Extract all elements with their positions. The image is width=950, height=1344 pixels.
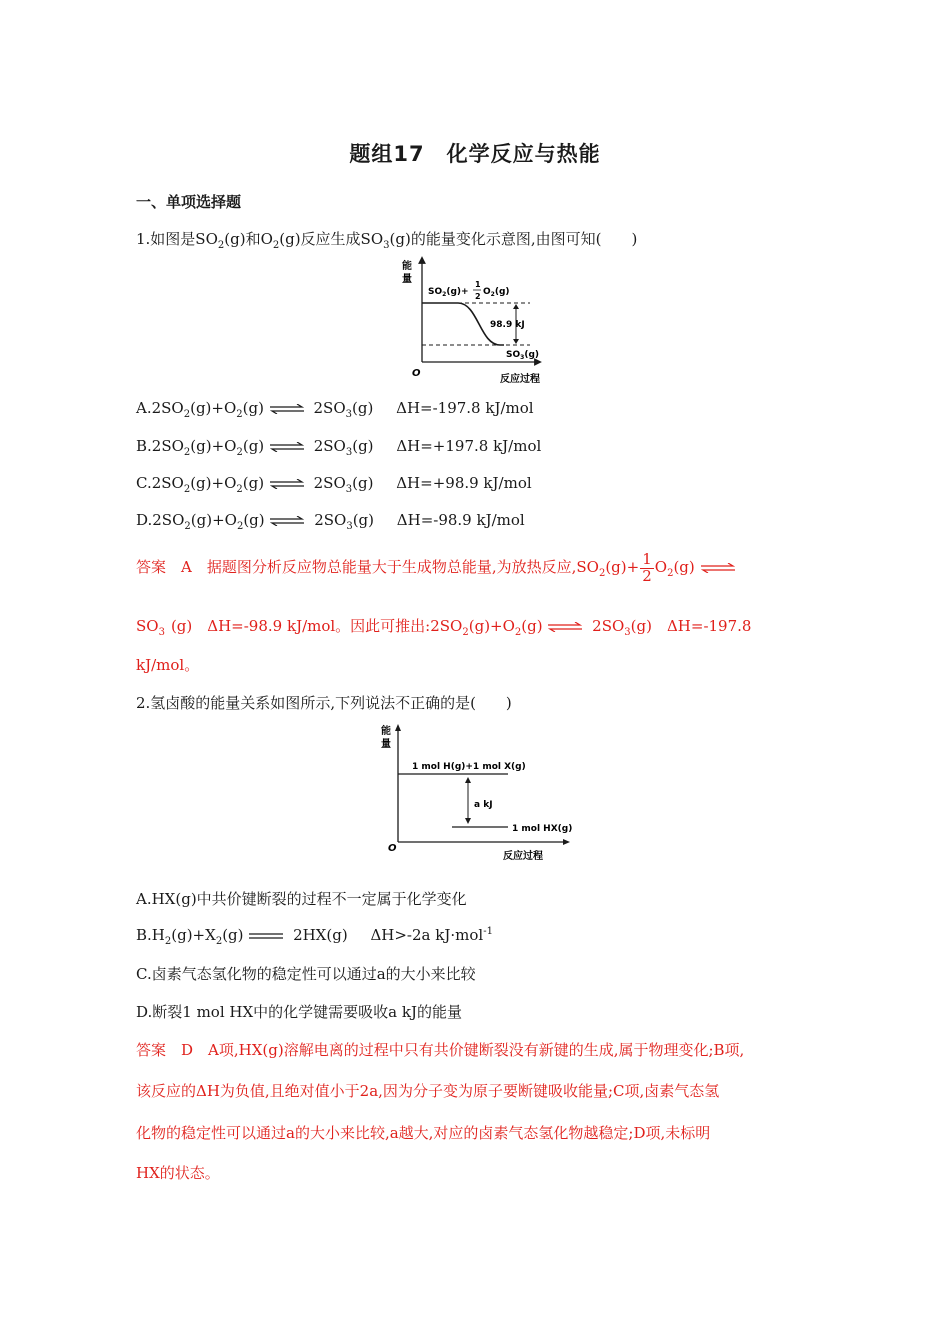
q2-answer-line-4: HX的状态。	[136, 1164, 220, 1182]
equilibrium-arrow-icon	[700, 563, 736, 573]
equilibrium-arrow-icon	[547, 622, 583, 632]
q1-answer-line-2: $SO_3$ (g) ΔH=-98.9 kJ/mol。因此可推出$:2SO_2(g)+O_2(g)$ $2SO_3(g)$ ΔH=-197.8	[136, 617, 752, 638]
q2-fig-upper-label: 1 mol H(g)+1 mol X(g)	[412, 762, 526, 772]
q1-fig-delta-label: 98.9 kJ	[490, 320, 525, 330]
equilibrium-arrow-icon	[269, 479, 305, 489]
equilibrium-arrow-icon	[269, 404, 305, 414]
q1-option-a: $A.2SO_2(g)+O_2(g)$ $2SO_3(g)$ ΔH=-197.8 kJ/mol	[136, 399, 534, 420]
q1-fig-product-label: $SO_3(g)$	[506, 350, 539, 361]
q1-fig-half-num: 1	[475, 280, 481, 289]
q1-fig-xaxis: 反应过程	[500, 374, 540, 385]
q2-option-c: C.卤素气态氢化物的稳定性可以通过a的大小来比较	[136, 965, 476, 983]
q2-stem: 2.氢卤酸的能量关系如图所示,下列说法不正确的是( )	[136, 694, 512, 712]
q2-fig-lower-label: 1 mol HX(g)	[512, 824, 573, 834]
q1-fig-reactant-label: $SO_2(g)+$	[428, 287, 469, 298]
q1-option-b: $B.2SO_2(g)+O_2(g)$ $2SO_3(g)$ ΔH=+197.8 kJ/mol	[136, 437, 542, 458]
q2-answer-line-1: 答案 D A项,HX(g)溶解电离的过程中只有共价键断裂没有新键的生成,属于物理变化;B项,	[136, 1041, 745, 1059]
q1-option-c: $C.2SO_2(g)+O_2(g)$ $2SO_3(g)$ ΔH=+98.9 kJ/mol	[136, 474, 532, 495]
equals-arrow-icon	[248, 931, 284, 941]
equilibrium-arrow-icon	[269, 442, 305, 452]
q2-fig-xaxis: 反应过程	[503, 851, 543, 862]
q2-option-a: A.HX(g)中共价键断裂的过程不一定属于化学变化	[136, 890, 467, 908]
q1-fig-o2-label: $O_2(g)$	[483, 287, 510, 298]
section-heading: 一、单项选择题	[136, 193, 242, 211]
q1-fig-origin: O	[412, 368, 421, 379]
equilibrium-arrow-icon	[269, 516, 305, 526]
q1-stem: 1.如图是$SO_2(g)$和$O_2(g)$反应生成$SO_3(g)$的能量变化示意图,由图可知( )	[136, 230, 638, 251]
fraction-one-half: $\frac{1}{2}$	[642, 550, 652, 585]
q1-energy-diagram	[398, 254, 558, 388]
q2-fig-yaxis-2: 量	[381, 739, 391, 750]
q1-fig-yaxis-2: 量	[402, 274, 412, 285]
q2-fig-delta-label: a kJ	[474, 800, 493, 810]
q1-answer-line-1: 答案 A 据题图分析反应物总能量大于生成物总能量,为放热反应$,SO_2(g)+$ $\frac{1}{2}$ $O_2(g)$	[136, 552, 736, 584]
q2-energy-diagram	[376, 720, 580, 866]
q1-option-d: $D.2SO_2(g)+O_2(g)$ $2SO_3(g)$ ΔH=-98.9 kJ/mol	[136, 511, 525, 532]
q1-answer-line-3: kJ/mol。	[136, 656, 200, 674]
page-title: 题组17 化学反应与热能	[349, 142, 601, 166]
q1-fig-yaxis-1: 能	[402, 261, 412, 272]
q2-option-d: D.断裂1 mol HX中的化学键需要吸收a kJ的能量	[136, 1003, 462, 1021]
q2-fig-origin: O	[388, 843, 397, 854]
q1-fig-half-den: 2	[475, 292, 481, 301]
q2-answer-line-2: 该反应的ΔH为负值,且绝对值小于2a,因为分子变为原子要断键吸收能量;C项,卤素气态氢	[136, 1082, 720, 1100]
q2-fig-yaxis-1: 能	[381, 726, 391, 737]
q2-option-b: $B.H_2(g)+X_2(g)$ 2HX(g) ΔH>-2a kJ·mol$^{-1}$	[136, 926, 493, 947]
q2-answer-line-3: 化物的稳定性可以通过a的大小来比较,a越大,对应的卤素气态氢化物越稳定;D项,未标明	[136, 1124, 711, 1142]
